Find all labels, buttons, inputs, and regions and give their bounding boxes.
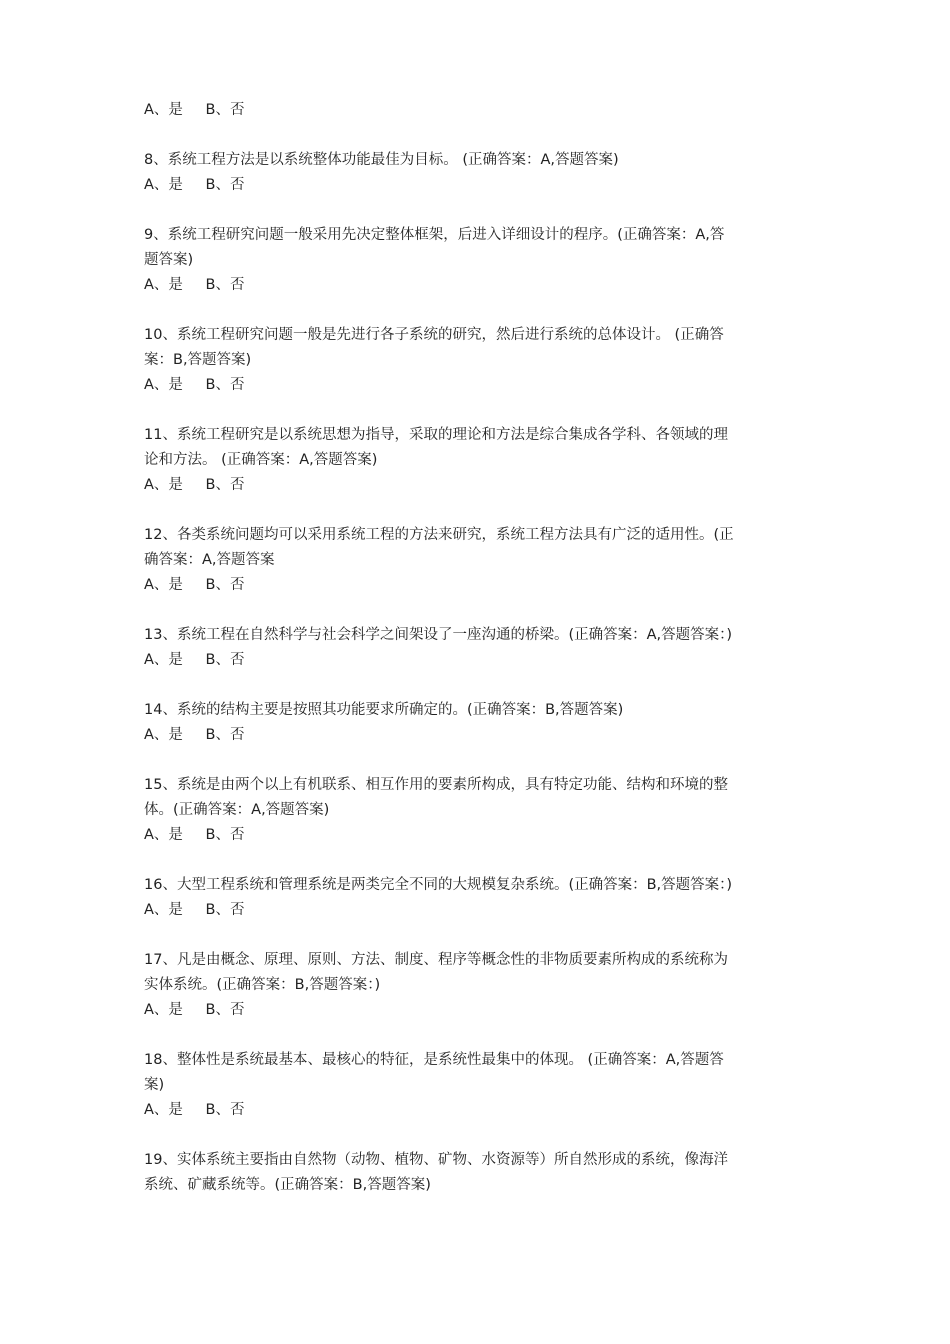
spacer	[144, 598, 814, 623]
question-text-cont: 确答案：A,答题答案	[144, 552, 275, 568]
option-a[interactable]: A、是	[144, 827, 183, 843]
spacer	[144, 673, 814, 698]
spacer	[144, 848, 814, 873]
question-options	[144, 998, 814, 1023]
option-a[interactable]: A、是	[144, 577, 183, 593]
question-options	[144, 373, 814, 398]
question-options	[144, 473, 814, 498]
question-text-cont: 论和方法。 (正确答案：A,答题答案)	[144, 452, 378, 468]
option-b[interactable]: B、否	[205, 477, 245, 493]
spacer	[144, 1023, 814, 1048]
question-text: 9、系统工程研究问题一般采用先决定整体框架，后进入详细设计的程序。(正确答案：A,答	[144, 227, 725, 243]
question-options	[144, 1098, 814, 1123]
option-b[interactable]: B、否	[205, 652, 245, 668]
question-13	[144, 623, 814, 673]
question-text-cont: 案)	[144, 1077, 165, 1093]
question-text-cont: 实体系统。(正确答案：B,答题答案：)	[144, 977, 381, 993]
option-a[interactable]: A、是	[144, 1102, 183, 1118]
option-a[interactable]: A、是	[144, 377, 183, 393]
option-b[interactable]: B、否	[205, 377, 245, 393]
option-a[interactable]: A、是	[144, 652, 183, 668]
spacer	[144, 1123, 814, 1148]
question-8	[144, 148, 814, 198]
question-text: 19、实体系统主要指由自然物（动物、植物、矿物、水资源等）所自然形成的系统，像海洋	[144, 1152, 728, 1168]
question-text: 17、凡是由概念、原理、原则、方法、制度、程序等概念性的非物质要素所构成的系统称为	[144, 952, 728, 968]
question-text: 11、系统工程研究是以系统思想为指导，采取的理论和方法是综合集成各学科、各领域的理	[144, 427, 728, 443]
spacer	[144, 923, 814, 948]
question-options	[144, 823, 814, 848]
question-options	[144, 573, 814, 598]
spacer	[144, 123, 814, 148]
question-text-cont: 系统、矿藏系统等。(正确答案：B,答题答案)	[144, 1177, 431, 1193]
question-text: 12、各类系统问题均可以采用系统工程的方法来研究，系统工程方法具有广泛的适用性。(正	[144, 527, 734, 543]
question-16	[144, 873, 814, 923]
option-b[interactable]: B、否	[205, 577, 245, 593]
spacer	[144, 398, 814, 423]
question-text: 8、系统工程方法是以系统整体功能最佳为目标。 (正确答案：A,答题答案)	[144, 152, 619, 168]
spacer	[144, 298, 814, 323]
question-17	[144, 948, 814, 1023]
question-text-cont: 体。(正确答案：A,答题答案)	[144, 802, 330, 818]
option-a[interactable]: A、是	[144, 727, 183, 743]
question-options	[144, 173, 814, 198]
question-text-cont: 题答案)	[144, 252, 194, 268]
spacer	[144, 498, 814, 523]
question-options	[144, 898, 814, 923]
option-b[interactable]: B、否	[205, 177, 245, 193]
question-18	[144, 1048, 814, 1123]
spacer	[144, 198, 814, 223]
document-page	[144, 98, 814, 1198]
option-a[interactable]: A、是	[144, 902, 183, 918]
option-b[interactable]: B、否	[205, 102, 245, 118]
option-b[interactable]: B、否	[205, 727, 245, 743]
question-text: 10、系统工程研究问题一般是先进行各子系统的研究，然后进行系统的总体设计。 (正确答	[144, 327, 724, 343]
option-a[interactable]: A、是	[144, 1002, 183, 1018]
spacer	[144, 748, 814, 773]
option-b[interactable]: B、否	[205, 827, 245, 843]
question-text: 16、大型工程系统和管理系统是两类完全不同的大规模复杂系统。(正确答案：B,答题答案：)	[144, 877, 733, 893]
option-a[interactable]: A、是	[144, 277, 183, 293]
question-11	[144, 423, 814, 498]
question-12	[144, 523, 814, 598]
question-text: 13、系统工程在自然科学与社会科学之间架设了一座沟通的桥梁。(正确答案：A,答题答案：)	[144, 627, 733, 643]
top-options	[144, 98, 814, 123]
option-a[interactable]: A、是	[144, 477, 183, 493]
question-options	[144, 648, 814, 673]
question-text: 18、整体性是系统最基本、最核心的特征，是系统性最集中的体现。 (正确答案：A,答题答	[144, 1052, 724, 1068]
question-options	[144, 723, 814, 748]
question-19	[144, 1148, 814, 1198]
option-b[interactable]: B、否	[205, 1002, 245, 1018]
question-9	[144, 223, 814, 298]
question-options	[144, 273, 814, 298]
question-14	[144, 698, 814, 748]
question-text: 15、系统是由两个以上有机联系、相互作用的要素所构成，具有特定功能、结构和环境的整	[144, 777, 728, 793]
option-b[interactable]: B、否	[205, 1102, 245, 1118]
question-text: 14、系统的结构主要是按照其功能要求所确定的。(正确答案：B,答题答案)	[144, 702, 624, 718]
option-a[interactable]: A、是	[144, 177, 183, 193]
option-b[interactable]: B、否	[205, 902, 245, 918]
question-10	[144, 323, 814, 398]
question-15	[144, 773, 814, 848]
question-text-cont: 案：B,答题答案)	[144, 352, 252, 368]
option-a[interactable]: A、是	[144, 102, 183, 118]
option-b[interactable]: B、否	[205, 277, 245, 293]
